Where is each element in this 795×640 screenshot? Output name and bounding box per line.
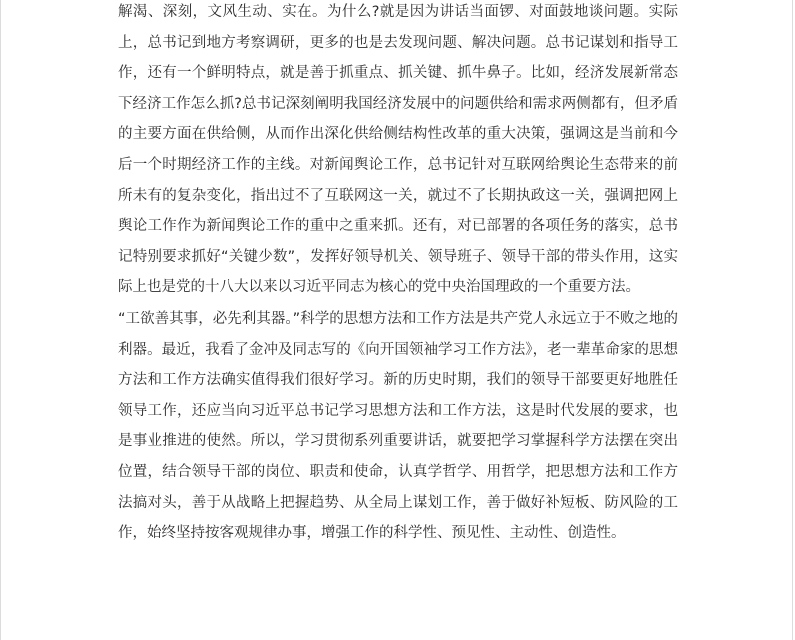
article-body: [118, 0, 678, 549]
article-paragraph: “工欲善其事，必先利其器。”科学的思想方法和工作方法是共产党人永远立于不败之地的利器。最近，我看了金冲及同志写的《向开国领袖学习工作方法》，老一辈革命家的思想方法和工作方法确实值得我们很好学习。新的历史时期，我们的领导干部要更好地胜任领导工作，还应当向习近平总书记学习思想方法和工作方法，这是时代发展的要求，也是事业推进的使然。所以，学习贯彻系列重要讲话，就要把学习掌握科学方法摆在突出位置，结合领导干部的岗位、职责和使命，认真学哲学、用哲学，把思想方法和工作方法搞对头，善于从战略上把握趋势、从全局上谋划工作，善于做好补短板、防风险的工作，始终坚持按客观规律办事，增强工作的科学性、预见性、主动性、创造性。: [118, 310, 678, 542]
article-paragraph: 解渴、深刻，文风生动、实在。为什么?就是因为讲话当面锣、对面鼓地谈问题。实际上，总书记到地方考察调研，更多的也是去发现问题、解决问题。总书记谋划和指导工作，还有一个鲜明特点，就是善于抓重点、抓关键、抓牛鼻子。比如，经济发展新常态下经济工作怎么抓?总书记深刻阐明我国经济发展中的问题供给和需求两侧都有，但矛盾的主要方面在供给侧，从而作出深化供给侧结构性改革的重大决策，强调这是当前和今后一个时期经济工作的主线。对新闻舆论工作，总书记针对互联网给舆论生态带来的前所未有的复杂变化，指出过不了互联网这一关，就过不了长期执政这一关，强调把网上舆论工作作为新闻舆论工作的重中之重来抓。还有，对已部署的各项任务的落实，总书记特别要求抓好“关键少数”，发挥好领导机关、领导班子、领导干部的带头作用，这实际上也是党的十八大以来以习近平同志为核心的党中央治国理政的一个重要方法。: [118, 4, 678, 296]
